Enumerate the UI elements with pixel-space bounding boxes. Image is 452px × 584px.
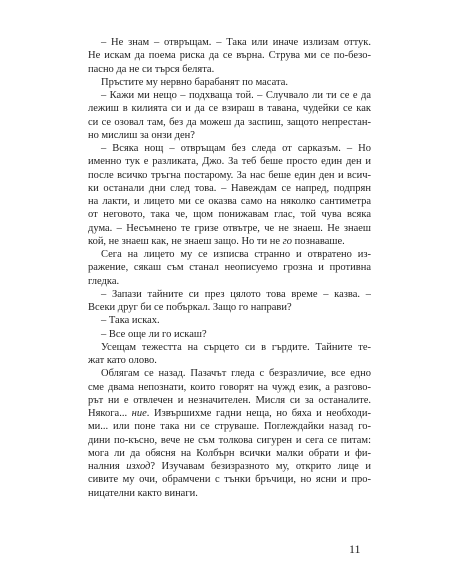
text-line: на лакти, и лицето ми се оказва само на няколко сантиметра bbox=[88, 196, 371, 207]
paragraph bbox=[88, 341, 371, 368]
text-line: сивите му очи, обрамчени с тънки бръчици, но ясни и про- bbox=[88, 474, 371, 486]
text-line: пасно да не си търся белята. bbox=[88, 63, 215, 75]
paragraph bbox=[88, 36, 371, 76]
text-line: Не искам да поема риска да се върна. Струва ми се по-безо- bbox=[88, 50, 371, 62]
text-line: могa ли да обясня на Колбърн всички малки обрати и фи- bbox=[88, 447, 371, 459]
text-line: Усещам тежестта на сърцето си в гърдите. Тайните те- bbox=[101, 341, 371, 353]
text-line: – Кажи ми нещо – подхваща той. – Случвало ли ти се е да bbox=[101, 90, 371, 101]
text-line: но мислиш за онзи ден? bbox=[88, 129, 195, 141]
text-line: ражение, сякаш съм станал неописуемо грозна и противна bbox=[88, 262, 371, 274]
paragraph bbox=[88, 142, 371, 248]
text-line: жат като олово. bbox=[88, 355, 157, 366]
text-line: – Все още ли го искаш? bbox=[101, 328, 207, 340]
page-body bbox=[88, 36, 371, 500]
text-line: кой, не знаеш как, не знаеш защо. Но ти не го познаваше. bbox=[88, 235, 345, 247]
paragraph bbox=[88, 76, 371, 89]
paragraph bbox=[88, 288, 371, 315]
text-line: рът ни е отвлечен и незначителен. Мисля си за останалите. bbox=[88, 394, 371, 406]
text-line: – Не знам – отвръщам. – Така или иначе излизам оттук. bbox=[101, 37, 371, 48]
paragraph bbox=[88, 314, 371, 327]
text-line: – Така исках. bbox=[101, 315, 160, 327]
text-line: Облягам се назад. Пазачът гледа с безразличие, все едно bbox=[101, 368, 371, 380]
text-line: именно тук е разликата, Джо. За теб беше просто един ден и bbox=[88, 156, 371, 168]
text-line: дини по-късно, вече не съм толкова сигурен и сега се питам: bbox=[88, 434, 371, 446]
text-line: ми... или поне така ни се струваше. Поглеждайки назад го- bbox=[88, 421, 371, 433]
text-line: Пръстите му нервно барабанят по масата. bbox=[101, 76, 288, 88]
text-line: дума. – Несъмнено те гризе отвътре, че не знаеш. Не знаеш bbox=[88, 222, 371, 234]
paragraph bbox=[88, 328, 371, 341]
text-line: после всичко тръгна постарому. За нас беше един ден и всич- bbox=[88, 169, 371, 181]
text-line: – Запази тайните си през цялото това време – казва. – bbox=[101, 288, 371, 300]
text-line: Сега на лицето му се изписва странно и отвратено из- bbox=[101, 249, 371, 260]
text-line: лежиш в килията си и да се взираш в тавана, чудейки се как bbox=[88, 103, 371, 115]
text-line: Някога... ние. Извършихме гадни неща, но бяха и необходи- bbox=[88, 408, 371, 419]
text-line: Всеки друг би се побъркал. Защо го направи? bbox=[88, 302, 292, 313]
text-line: ницателни както винаги. bbox=[88, 487, 198, 499]
paragraph bbox=[88, 248, 371, 288]
text-line: от неговото, така че, щом понижавам глас, той чува всяка bbox=[88, 209, 371, 221]
text-line: гледка. bbox=[88, 275, 120, 287]
text-line: налния изход? Изучавам безизразното му, открито лице и bbox=[88, 461, 371, 472]
paragraph bbox=[88, 89, 371, 142]
paragraph bbox=[88, 367, 371, 500]
text-line: – Всяка нощ – отвръщам без следа от сарказъм. – Но bbox=[101, 143, 371, 154]
text-line: ки останали дни след това. – Навеждам се напред, подпрян bbox=[88, 182, 371, 194]
text-line: си се озовал там, без да можеш да заспиш, защото непрестан- bbox=[88, 116, 371, 128]
page-number: 11 bbox=[349, 542, 361, 556]
text-line: сме двама непознати, които говорят на чужд език, а разгово- bbox=[88, 381, 371, 393]
